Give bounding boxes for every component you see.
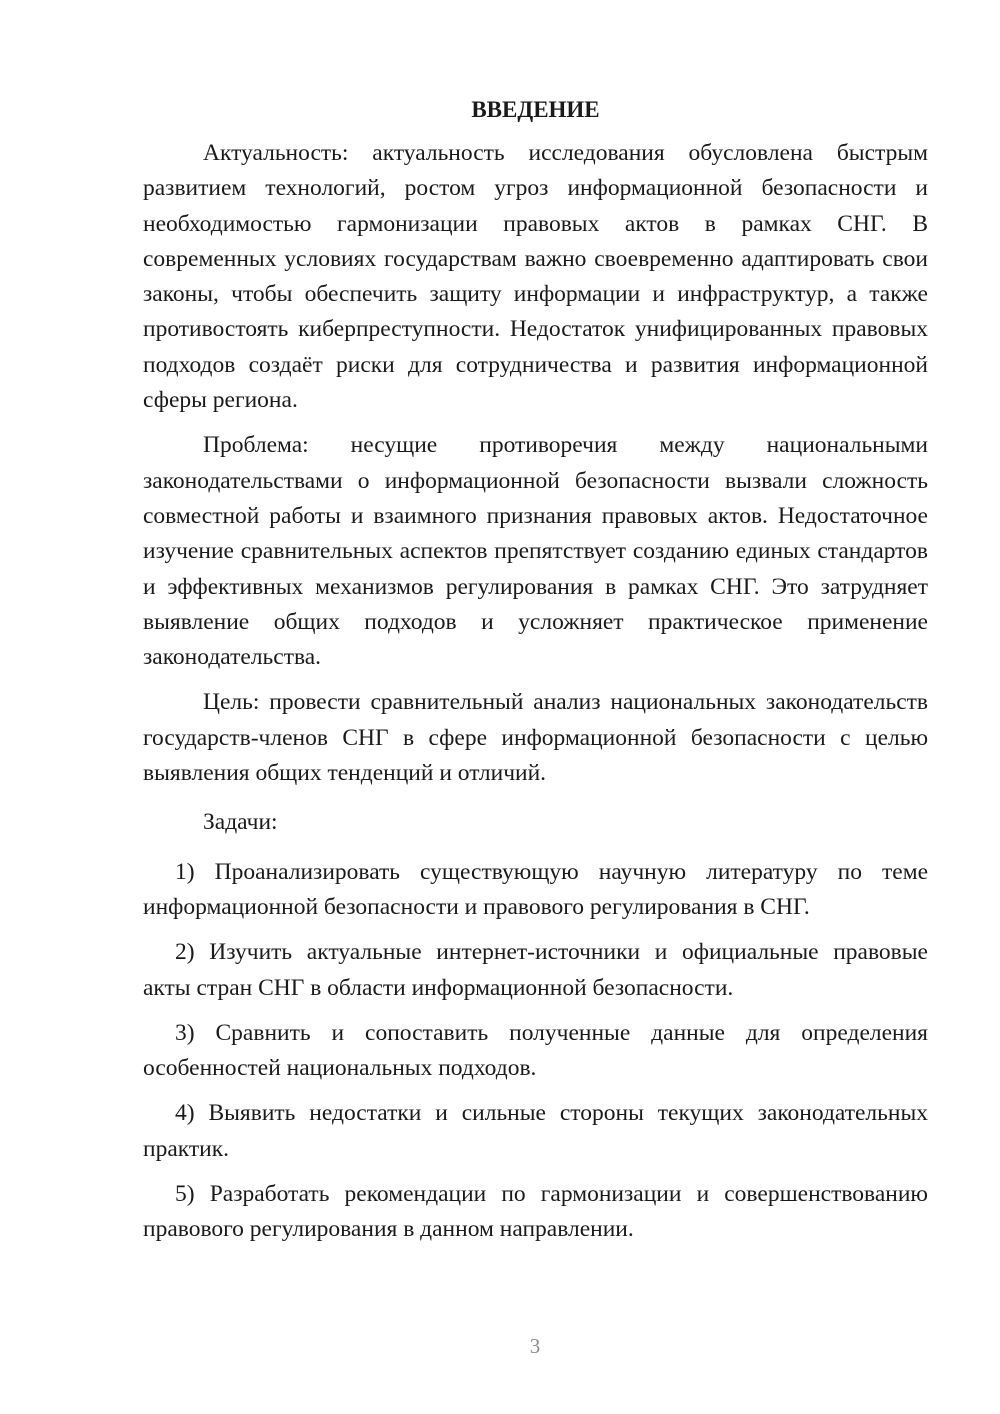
section-heading: ВВЕДЕНИЕ (471, 97, 600, 122)
document-page (143, 96, 928, 1258)
task-item: 4) Выявить недостатки и сильные стороны текущих законодательных практик. (143, 1100, 928, 1162)
page-number: 3 (529, 1334, 541, 1358)
problem-paragraph: Проблема: несущие противоречия между национальными законодательствами о информационной безопасности вызвали сложность совместной работы и взаимного признания правовых актов. Недостаточное изучение сравнительных аспектов препятствует созданию единых стандартов и эффективных механизмов регулирования в рамках СНГ. Это затрудняет выявление общих подходов и усложняет практическое применение законодательства. (143, 432, 928, 671)
goal-paragraph: Цель: провести сравнительный анализ национальных законодательств государств-членов СНГ в сфере информационной безопасности с целью выявления общих тенденций и отличий. (143, 689, 928, 787)
task-item: 5) Разработать рекомендации по гармонизации и совершенствованию правового регулирования в данном направлении. (143, 1181, 928, 1243)
task-item: 1) Проанализировать существующую научную литературу по теме информационной безопасности и правового регулирования в СНГ. (143, 858, 928, 920)
task-item: 3) Сравнить и сопоставить полученные данные для определения особенностей национальных подходов. (143, 1019, 928, 1082)
task-item: 2) Изучить актуальные интернет-источники и официальные правовые акты стран СНГ в области информационной безопасности. (143, 939, 928, 1001)
relevance-paragraph: Актуальность: актуальность исследования обусловлена быстрым развитием технологий, ростом угроз информационной безопасности и необходимостью гармонизации правовых актов в рамках СНГ. В современных условиях государствам важно своевременно адаптировать свои законы, чтобы обеспечить защиту информации и инфраструктур, а также противостоять киберпреступности. Недостаток унифицированных правовых подходов создаёт риски для сотрудничества и развития информационной сферы региона. (143, 140, 928, 414)
tasks-label: Задачи: (203, 809, 278, 836)
